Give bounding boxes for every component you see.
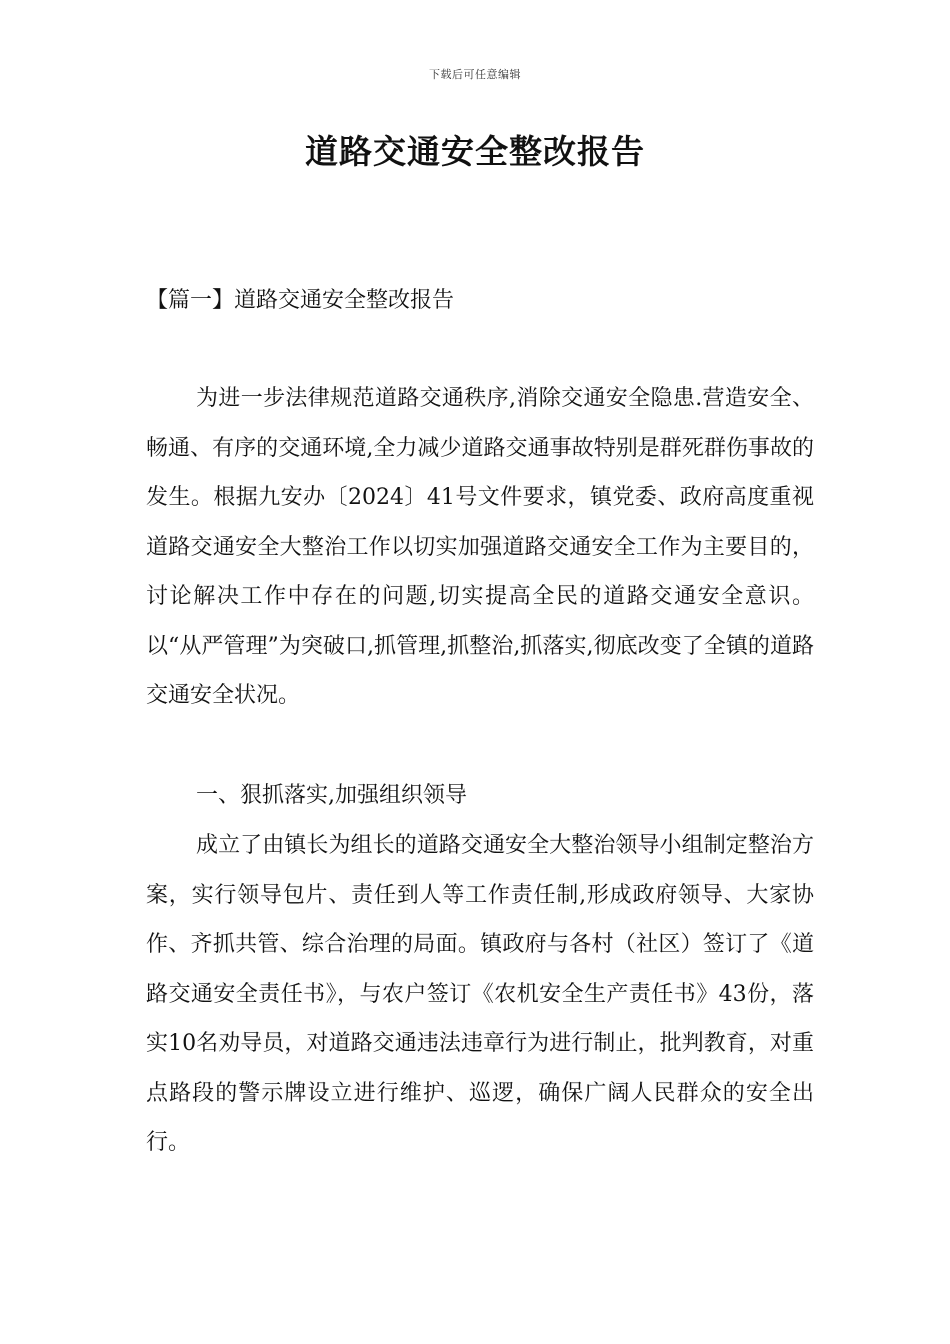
- paragraph-organization: 成立了由镇长为组长的道路交通安全大整治领导小组制定整治方案，实行领导包片、责任到人等工作责任制,形成政府领导、大家协作、齐抓共管、综合治理的局面。镇政府与各村（社区）签订了《道路交通安全责任书》，与农户签订《农机安全生产责任书》43份，落实10名劝导员，对道路交通违法违章行为进行制止，批判教育，对重点路段的警示牌设立进行维护、巡逻，确保广阔人民群众的安全出行。: [146, 833, 814, 1155]
- header-note: 下载后可任意编辑: [429, 68, 521, 81]
- paragraph-intro: 为进一步法律规范道路交通秩序,消除交通安全隐患.营造安全、畅通、有序的交通环境,全力减少道路交通事故特别是群死群伤事故的发生。根据九安办〔2024〕41号文件要求，镇党委、政府高度重视道路交通安全大整治工作以切实加强道路交通安全工作为主要目的，讨论解决工作中存在的问题,切实提高全民的道路交通安全意识。以“从严管理”为突破口,抓管理,抓整治,抓落实,彻底改变了全镇的道路交通安全状况。: [146, 386, 814, 708]
- subheading-organization: 一、狠抓落实,加强组织领导: [196, 783, 467, 808]
- section-heading: 【篇一】道路交通安全整改报告: [146, 288, 455, 313]
- document-title: 道路交通安全整改报告: [305, 132, 645, 171]
